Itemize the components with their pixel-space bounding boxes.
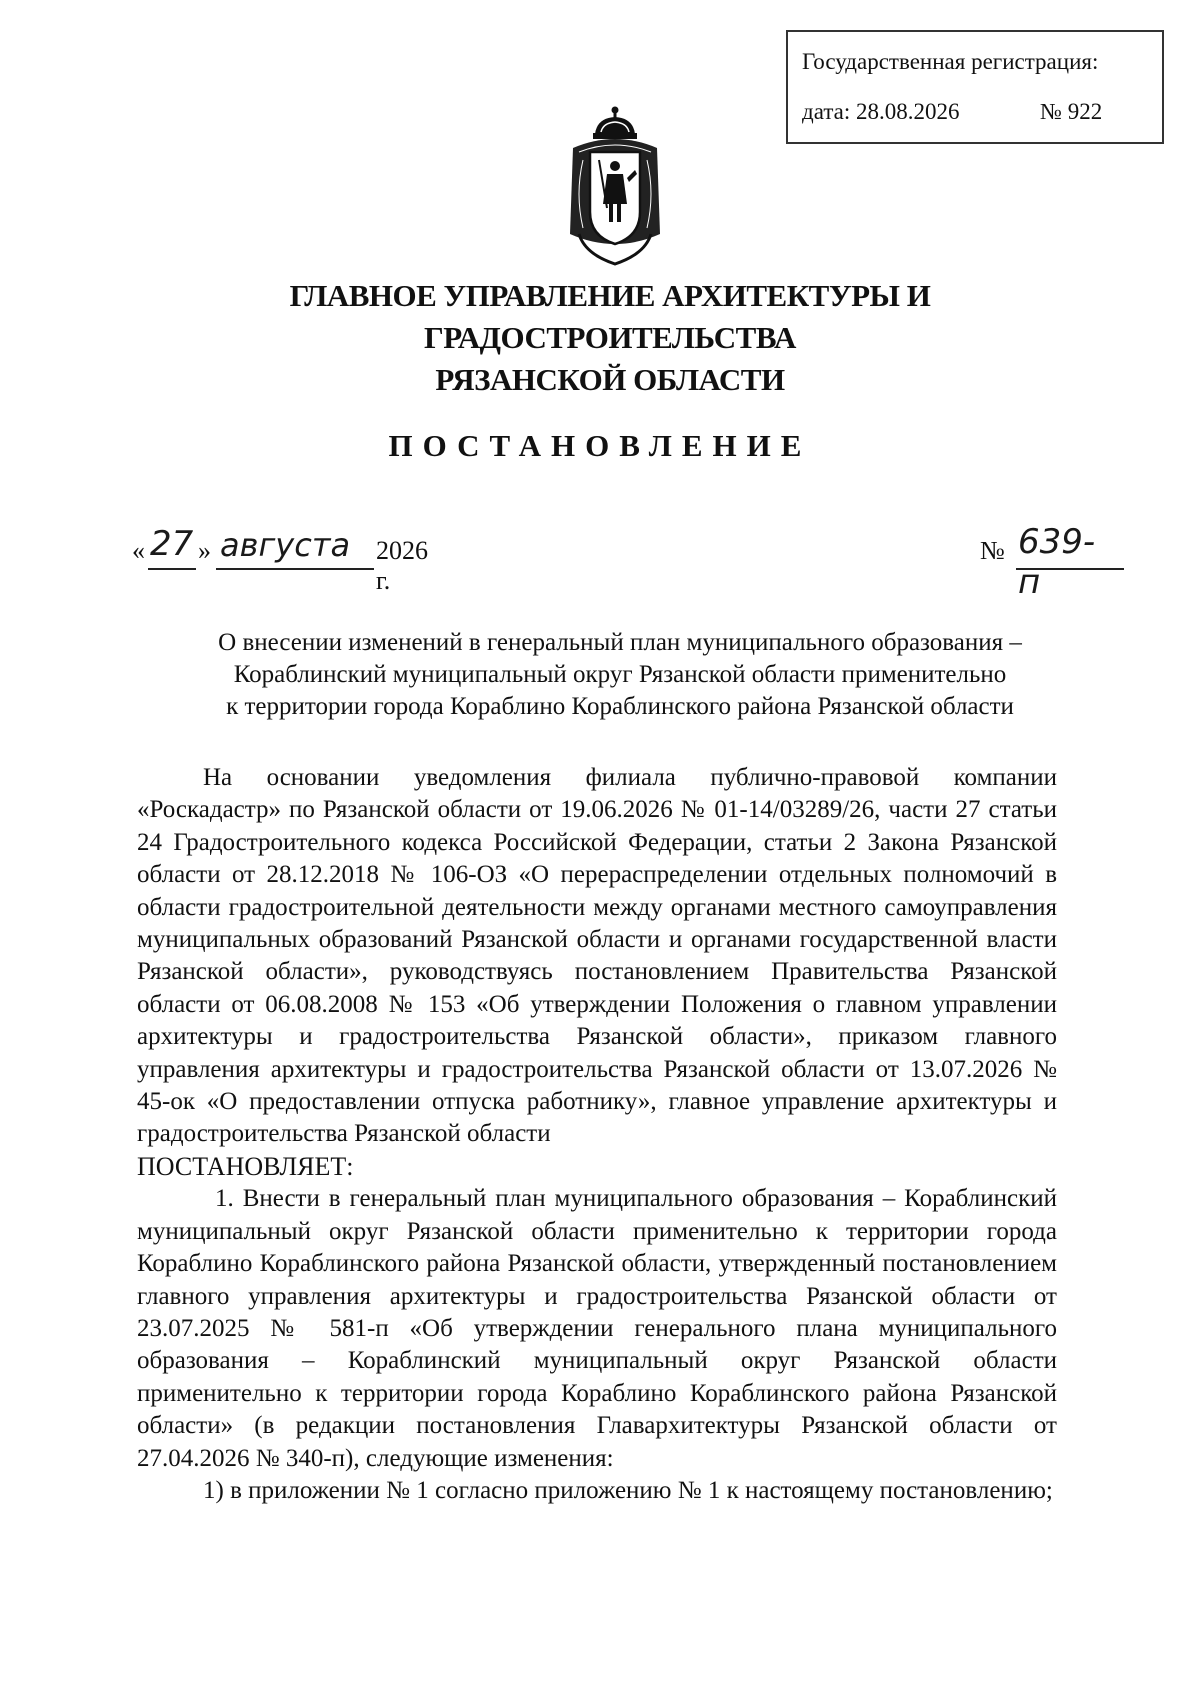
subject-line-3: к территории города Кораблино Кораблинского района Рязанской области (226, 693, 1014, 720)
registration-stamp (786, 30, 1164, 144)
number-underline (1016, 568, 1124, 570)
date-year: 2026 г. (376, 536, 428, 595)
day-underline (148, 568, 196, 570)
registration-date: дата: 28.08.2026 (802, 99, 960, 124)
document-body (137, 762, 1057, 1507)
number-sign: № (980, 536, 1005, 565)
organization-title-line-1: ГЛАВНОЕ УПРАВЛЕНИЕ АРХИТЕКТУРЫ И ГРАДОСТРОИТЕЛЬСТВА (289, 278, 931, 355)
date-close-quote: » (198, 536, 211, 565)
subject-line-1: О внесении изменений в генеральный план муниципального образования – (218, 629, 1022, 656)
date-open-quote: « (132, 536, 145, 565)
subject-line-2: Кораблинский муниципальный округ Рязанской области применительно (233, 661, 1007, 688)
preamble-paragraph: На основании уведомления филиала публично-правовой компании «Роскадастр» по Рязанской области от 19.06.2026 № 01-14/03289/26, части 27 статьи 24 Градостроительного кодекса Российской Федерации, статьи 2 Закона Рязанской области от 28.12.2018 № 106-ОЗ «О перераспределении отдельных полномочий в области градостроительной деятельности между органами местного самоуправления муниципальных образований Рязанской области и органами государственной власти Рязанской области», руководствуясь постановлением Правительства Рязанской области от 06.08.2008 № 153 «Об утверждении Положения о главном управлении архитектуры и градостроительства Рязанской области», приказом главного управления архитектуры и градостроительства Рязанской области от 13.07.2026 № 45-ок «О предоставлении отпуска работнику», главное управление архитектуры и градостроительства Рязанской области (137, 764, 1057, 1148)
ryazan-coat-of-arms-icon (565, 104, 665, 270)
month-underline (216, 568, 374, 570)
item-1-paragraph: 1. Внести в генеральный план муниципального образования – Кораблинский муниципальный округ Рязанской области применительно к территории города Кораблино Кораблинского района Рязанской области, утвержденный постановлением главного управления архитектуры и градостроительства Рязанской области от 23.07.2025 № 581-п «Об утверждении генерального плана муниципального образования – Кораблинский муниципальный округ Рязанской области применительно к территории города Кораблино Кораблинского района Рязанской области» (в редакции постановления Главархитектуры Рязанской области от 27.04.2026 № 340-п), следующие изменения: (137, 1185, 1057, 1472)
decree-word: ПОСТАНОВЛЯЕТ: (137, 1151, 354, 1181)
registration-title: Государственная регистрация: (802, 49, 1099, 74)
handwritten-number: 639-п (1018, 522, 1096, 602)
registration-number: № 922 (1040, 99, 1103, 124)
subitem-1-paragraph: 1) в приложении № 1 согласно приложению № 1 к настоящему постановлению; (203, 1476, 1053, 1504)
document-subject (150, 627, 1090, 723)
handwritten-month: августа (220, 526, 351, 564)
organization-title-line-2: РЯЗАНСКОЙ ОБЛАСТИ (435, 362, 785, 397)
handwritten-day: 27 (150, 524, 194, 564)
document-type: ПОСТАНОВЛЕНИЕ (388, 428, 812, 463)
organization-title (120, 275, 1100, 401)
